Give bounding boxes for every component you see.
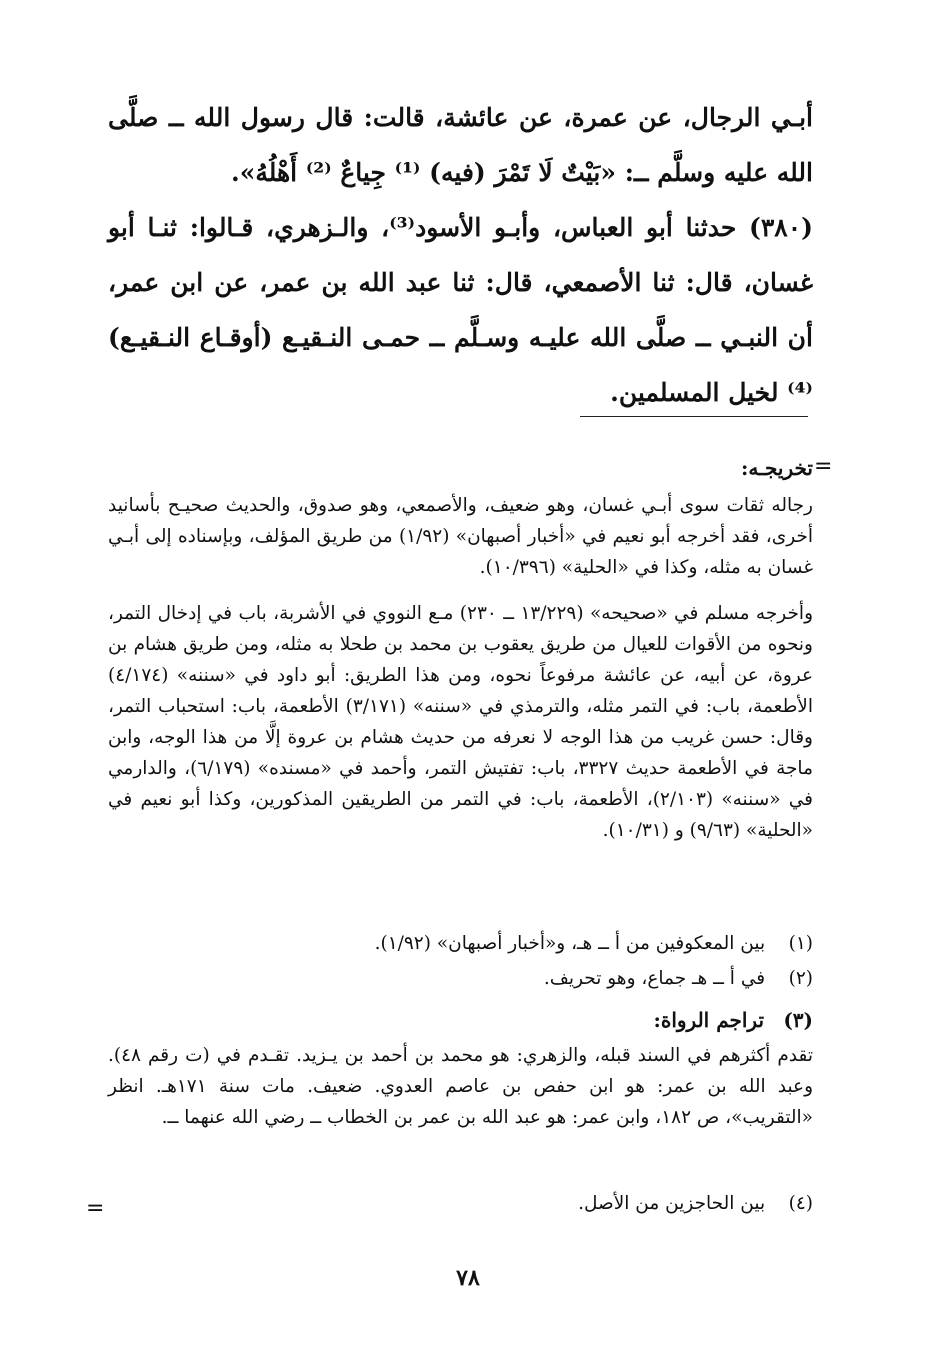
footnote-1-number: (١) [788, 933, 813, 954]
footnote-4 [108, 1188, 813, 1219]
footnote-3-body: تقدم أكثرهم في السند قبله، والزهري: هو محمد بن أحمد بن يـزيد. تقـدم في (ت رقم ٤٨). وعبد الله بن عمر: هو ابن حفص بن عاصم العدوي. ضعيف. مات سنة ١٧١هـ. انظر «التقريب»، ص ١٨٢، وابن عمر: هو عبد الله بن عمر بن الخطاب ــ رضي الله عنهما ــ. [108, 1045, 813, 1128]
continuation-marker-left: = [86, 1196, 105, 1221]
footnote-2 [108, 963, 813, 994]
footnote-4-number: (٤) [788, 1193, 813, 1214]
main-text-paragraph-2: (٣٨٠) حدثنا أبو العباس، وأبـو الأسود⁽³⁾، والـزهري، قـالوا: ثنـا أبو غسان، قال: ثنا الأصمعي، قال: ثنا عبد الله بن عمر، عن ابن عمر، أن النبـي ــ صلَّى الله عليـه وسـلَّم ــ حمـى النـقيـع (أوقـاع النـقيـع) ⁽⁴⁾ لخيل المسلمين. [108, 213, 813, 407]
main-text-paragraph-1: أبـي الرجال، عن عمرة، عن عائشة، قالت: قال رسول الله ــ صلَّى الله عليه وسلَّم ــ: «بَيْتٌ لَا تَمْرَ (فيه) ⁽¹⁾ جِياعٌ ⁽²⁾ أَهْلُهُ». [108, 103, 813, 187]
takhrij-paragraph-2: وأخرجه مسلم في «صحيحه» (١٣/٢٢٩ ــ ٢٣٠) مـع النووي في الأشربة، باب في إدخال التمر، ونحوه من الأقوات للعيال من طريق يعقوب بن محمد بن طحلا به مثله، ومن طريق هشام بن عروة، عن أبيه، عن عائشة مرفوعاً نحوه، ومن هذا الطريق: أبو داود في «سننه» (٤/١٧٤) الأطعمة، باب: في التمر مثله، والترمذي في «سننه» (٣/١٧١) الأطعمة، باب: استحباب التمر، وقال: حسن غريب من هذا الوجه لا نعرفه من حديث هشام بن عروة إلَّا من هذا الوجه، وابن ماجة في الأطعمة حديث ٣٣٢٧، باب: تفتيش التمر، وأحمد في «مسنده» (٦/١٧٩)، والدارمي في «سننه» (٢/١٠٣)، الأطعمة، باب: في التمر من الطريقين المذكورين، وكذا أبو نعيم في «الحلية» (٩/٦٣) و (١٠/٣١). [108, 603, 814, 841]
page-number: ٧٨ [456, 1265, 480, 1291]
takhrij-paragraph-1: رجاله ثقات سوى أبـي غسان، وهو ضعيف، والأصمعي، وهو صدوق، والحديث صحيـح بأسانيد أخرى، فقد أخرجه أبو نعيم في «أخبار أصبهان» (١/٩٢) من طريق المؤلف، وبإسناده إلى أبـي غسان به مثله، وكذا في «الحلية» (١٠/٣٩٦). [108, 495, 813, 578]
footnote-3-heading: تراجم الرواة: [653, 1008, 765, 1032]
footnote-1 [108, 928, 813, 959]
footnote-2-number: (٢) [788, 968, 813, 989]
footnote-3 [108, 1005, 813, 1036]
takhrij-heading: تخريجـه: [741, 456, 813, 480]
footnote-3-number: (٣) [783, 1008, 813, 1032]
footnote-2-text: في أ ــ هـ جماع، وهو تحريف. [543, 968, 766, 989]
continuation-marker-right: = [814, 454, 833, 479]
footnote-separator-rule [580, 416, 808, 417]
footnote-1-text: بين المعكوفين من أ ــ هـ، و«أخبار أصبهان» (١/٩٢). [374, 933, 766, 954]
footnote-4-text: بين الحاجزين من الأصل. [578, 1193, 766, 1214]
